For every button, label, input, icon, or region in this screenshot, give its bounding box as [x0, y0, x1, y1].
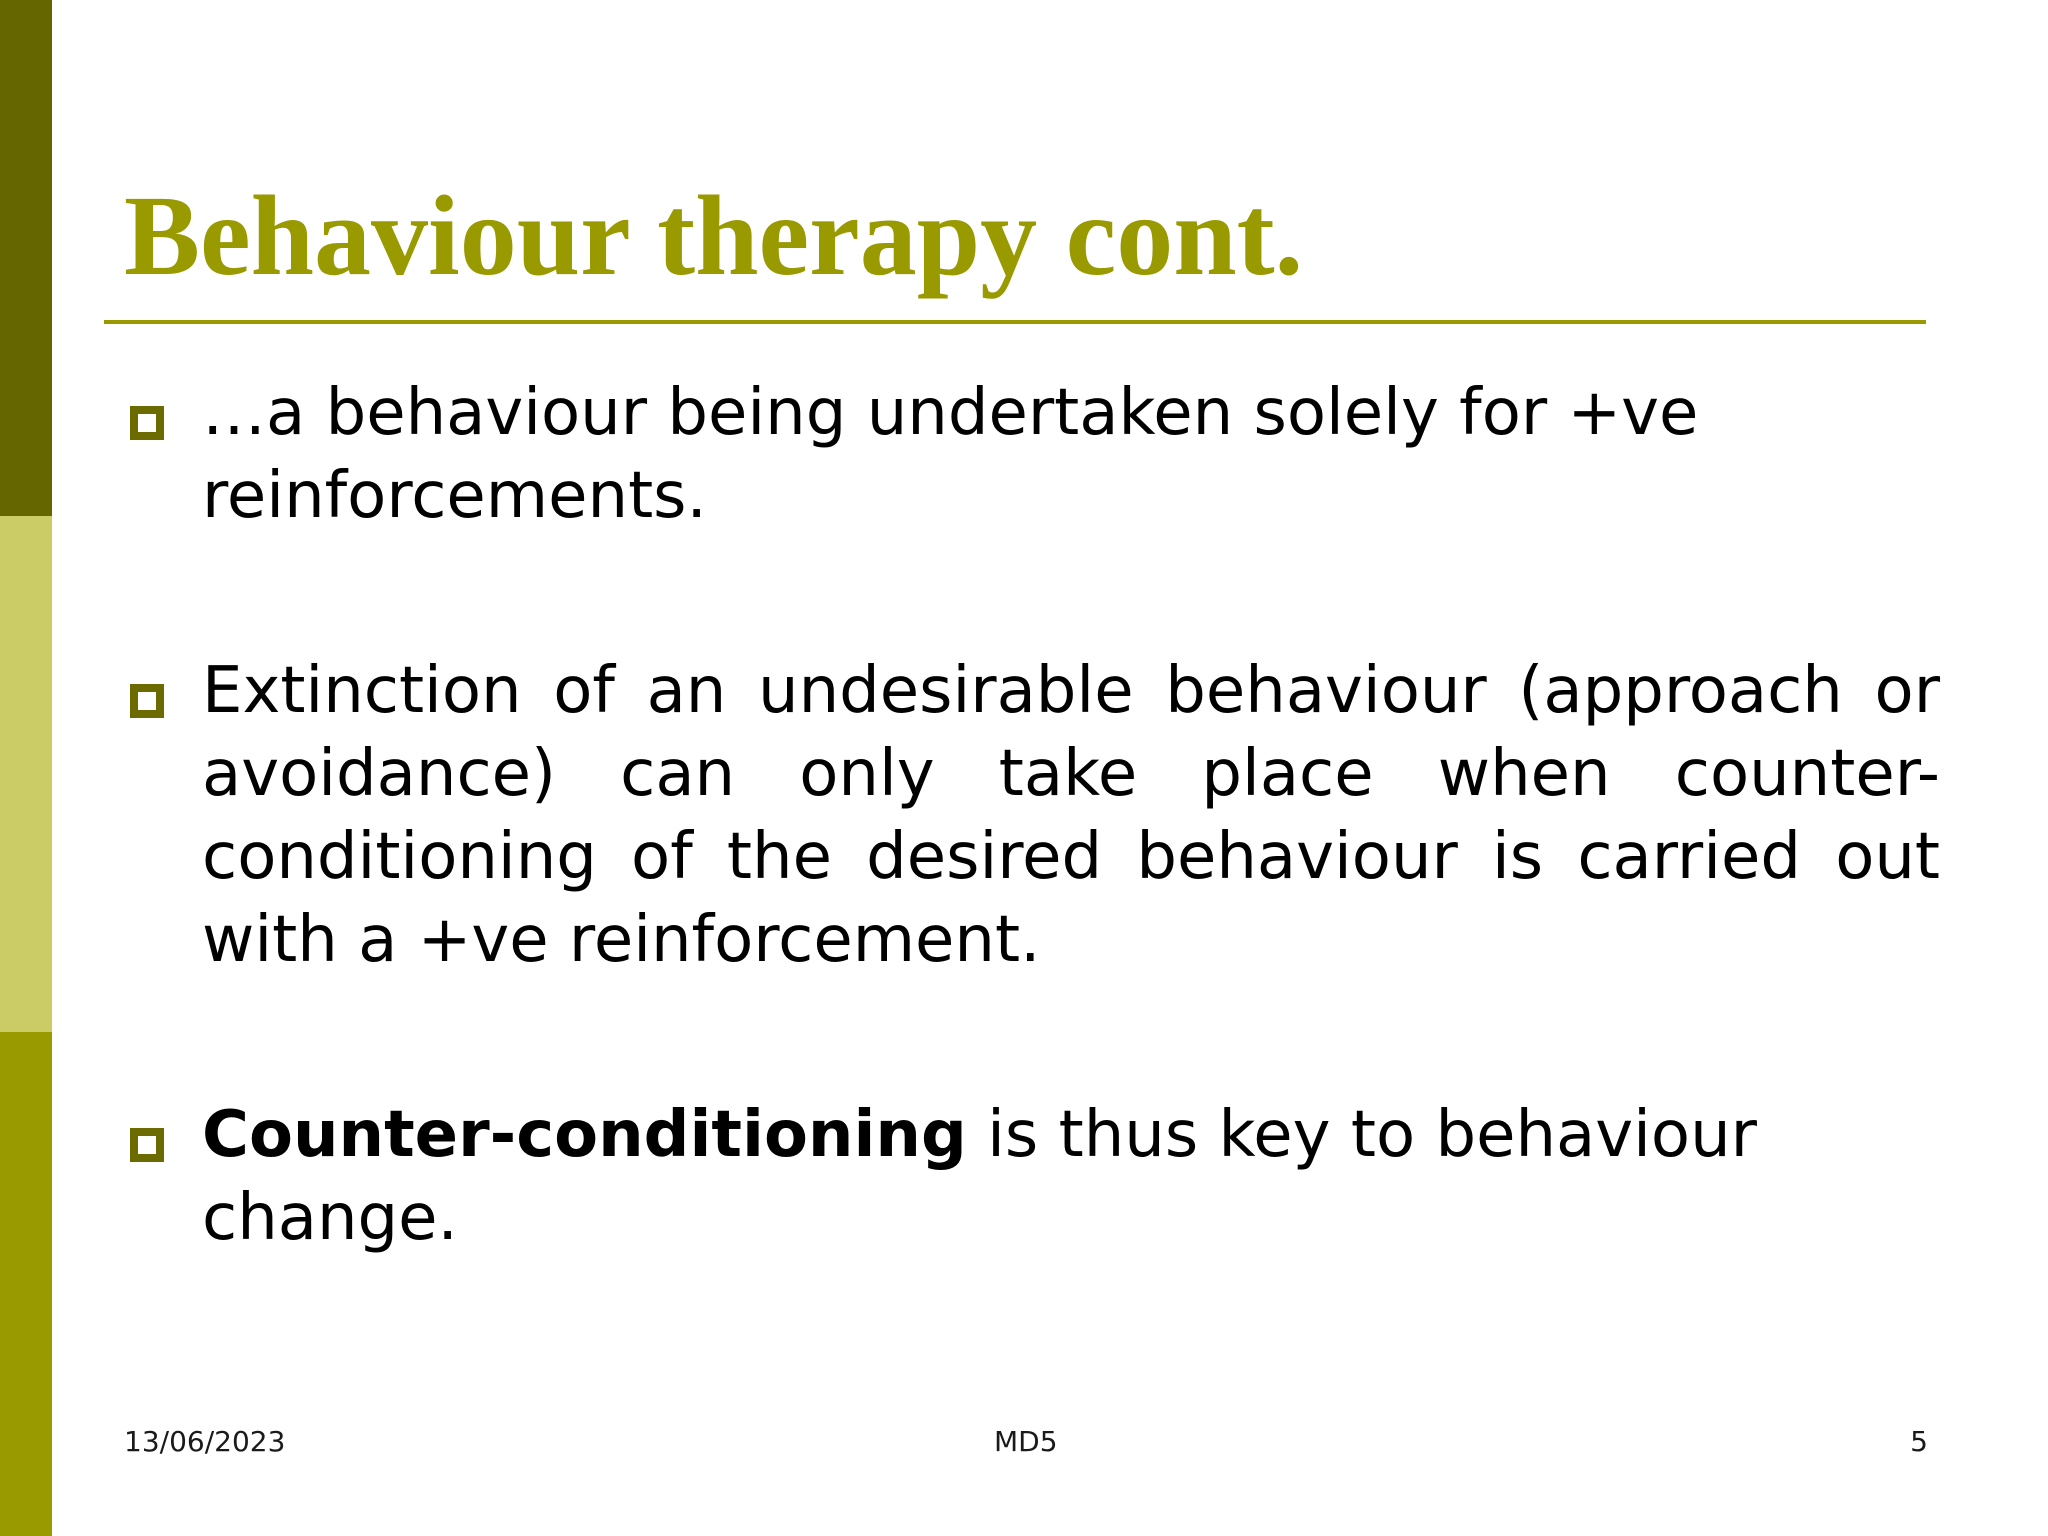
bullet-text: Extinction of an undesirable behaviour (approach or avoidance) can only take place when counter-conditioning of the desired behaviour is carried out with a +ve reinforcement.: [202, 654, 1940, 977]
square-bullet-icon: [130, 406, 164, 440]
square-bullet-icon: [130, 684, 164, 718]
sidebar-segment-dark: [0, 0, 52, 516]
title-underline-rule: [104, 320, 1926, 324]
footer-label: MD5: [994, 1425, 1058, 1458]
slide-number: 5: [1910, 1425, 1928, 1458]
bullet-text: …a behaviour being undertaken solely for +ve reinforcements.: [202, 376, 1699, 533]
square-bullet-icon: [130, 1128, 164, 1162]
bullet-bold-term: Counter-conditioning: [202, 1098, 967, 1172]
footer-date: 13/06/2023: [124, 1425, 286, 1458]
bullet-item: [130, 1094, 1940, 1260]
bullet-item: [130, 650, 1940, 982]
slide-title: Behaviour therapy cont.: [124, 172, 1304, 299]
sidebar-segment-olive: [0, 1032, 52, 1536]
bullet-list: [130, 372, 1940, 1260]
bullet-text: [202, 1098, 1757, 1255]
bullet-text-rest: is thus key to behaviour change.: [202, 1098, 1757, 1255]
bullet-item: [130, 372, 1940, 538]
sidebar-segment-light: [0, 516, 52, 1032]
